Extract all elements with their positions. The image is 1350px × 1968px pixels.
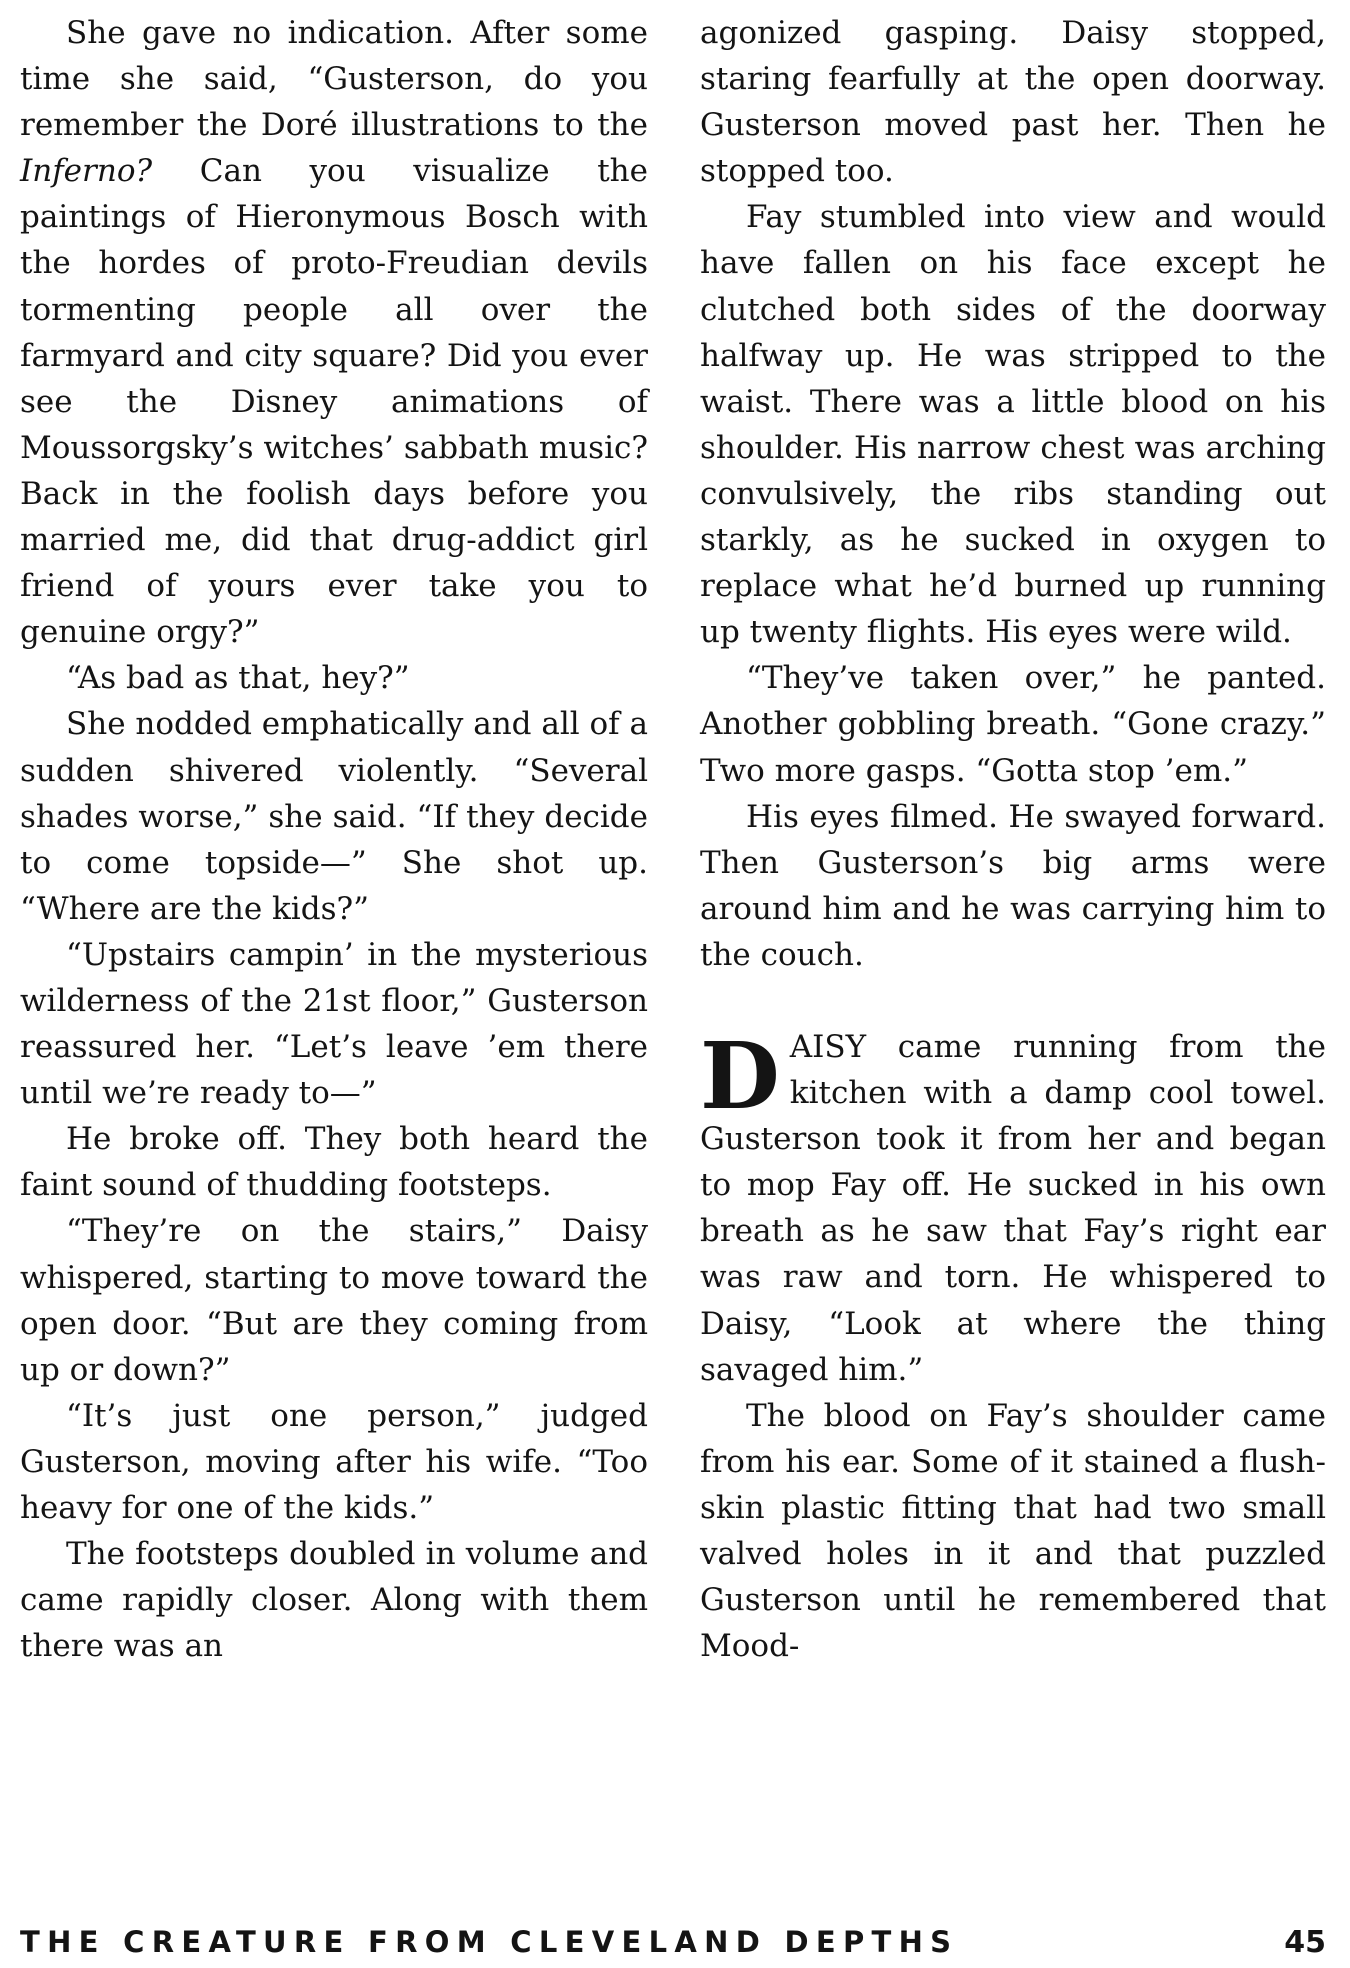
paragraph: He broke off. They both heard the faint sound of thudding footsteps.	[20, 1121, 648, 1204]
paragraph: Fay stumbled into view and would have fallen on his face except he clutched both sides of the doorway halfway up. He was stripped to the waist. There was a little blood on his shoulder. His narrow chest was arching convulsively, the ribs standing out starkly, as he sucked in oxygen to replace what he’d burned up running up twenty flights. His eyes were wild.	[700, 199, 1326, 651]
drop-cap-letter: D	[700, 1021, 780, 1130]
paragraph: The footsteps doubled in volume and came rapidly closer. Along with them there was an	[20, 1536, 648, 1665]
dropcap-paragraph-text: AISY came running from the kitchen with a damp cool towel. Gusterson took it from her and began to mop Fay off. He sucked in his own breath as he saw that Fay’s right ear was raw and torn. He whispered to Daisy, “Look at where the thing savaged him.”	[700, 1028, 1326, 1388]
paragraph: “It’s just one person,” judged Gusterson, moving after his wife. “Too heavy for one of the kids.”	[20, 1397, 648, 1526]
right-column	[700, 10, 1326, 1669]
paragraph: “As bad as that, hey?”	[66, 660, 410, 697]
dropcap-paragraph	[700, 1021, 1326, 1393]
paragraph: “Upstairs campin’ in the mysterious wilderness of the 21st floor,” Gusterson reassured her. “Let’s leave ’em there until we’re ready to—”	[20, 936, 648, 1112]
paragraph: She gave no indication. After some time she said, “Gusterson, do you remember the Doré illustrations to the Inferno? Can you visualize the paintings of Hieronymous Bosch with the hordes of proto-Freudian devils tormenting people all over the farmyard and city square? Did you ever see the Disney animations of Moussorgsky’s witches’ sabbath music? Back in the foolish days before you married me, did that drug-addict girl friend of yours ever take you to genuine orgy?”	[20, 15, 648, 651]
left-column	[20, 10, 648, 1669]
section-break	[700, 978, 1326, 1024]
paragraph: She nodded emphatically and all of a sudden shivered violently. “Several shades worse,” she said. “If they decide to come topside—” She shot up. “Where are the kids?”	[20, 706, 648, 927]
paragraph: “They’re on the stairs,” Daisy whispered, starting to move toward the open door. “But are they coming from up or down?”	[20, 1213, 648, 1388]
continued-paragraph: agonized gasping. Daisy stopped, staring fearfully at the open doorway. Gusterson moved past her. Then he stopped too.	[700, 15, 1326, 190]
paragraph: His eyes filmed. He swayed forward. Then Gusterson’s big arms were around him and he was carrying him to the couch.	[700, 798, 1326, 973]
paragraph: The blood on Fay’s shoulder came from his ear. Some of it stained a flush-skin plastic fitting that had two small valved holes in it and that puzzled Gusterson until he remembered that Mood-	[700, 1397, 1326, 1665]
page-number: 45	[1284, 1925, 1326, 1960]
running-footer-title: THE CREATURE FROM CLEVELAND DEPTHS	[20, 1925, 959, 1959]
paragraph: “They’ve taken over,” he panted. Another gobbling breath. “Gone crazy.” Two more gasps. “Gotta stop ’em.”	[700, 660, 1326, 789]
